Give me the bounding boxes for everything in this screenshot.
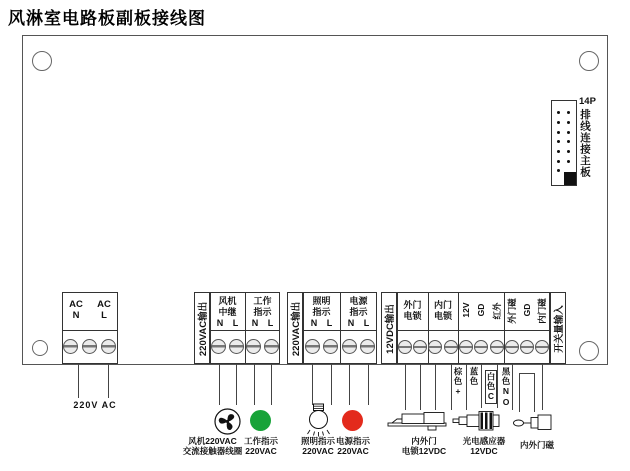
screw-terminal (63, 339, 78, 354)
label-switch-input: 开关量输入 (554, 305, 565, 353)
mounting-hole-bottom-left (32, 340, 48, 356)
screw-terminal (305, 339, 320, 354)
screw-terminal (444, 340, 458, 354)
bulb-icon (306, 403, 331, 437)
screw-terminal (474, 340, 488, 354)
legend-power-indicator: 电源指示 220VAC (335, 436, 370, 456)
lock-icon (388, 411, 448, 433)
pin-gd-1: GD (476, 303, 486, 317)
wire-color-blue: 蓝色 (469, 367, 479, 386)
legend-fan: 风机220VAC 交流接触器线圈 (182, 436, 243, 456)
run-indicator-label: 工作 指示 N L (251, 296, 274, 328)
screw-terminal (264, 339, 279, 354)
wire-color-brown: 棕色+ (453, 367, 463, 397)
screw-terminal (535, 340, 549, 354)
legend-work-indicator: 工作指示 220VAC (243, 436, 278, 456)
screw-terminal (505, 340, 519, 354)
mounting-hole-bottom-right (579, 341, 599, 361)
fan-icon (214, 408, 241, 435)
mounting-hole-top-left (32, 51, 52, 71)
label-220vac-out-1: 220VAC输出 (198, 301, 209, 357)
screw-terminal (490, 340, 504, 354)
connector-key-mark (564, 172, 576, 185)
screw-terminal (229, 339, 244, 354)
fan-relay-label: 风机 中继 N L (216, 296, 239, 328)
wire-color-white: 白色C (486, 372, 496, 402)
screw-terminal (413, 340, 427, 354)
label-12vdc-out: 12VDC输出 (385, 304, 396, 354)
wire-color-black: 黑色NO (501, 367, 511, 408)
gd-loop-wire (519, 373, 520, 412)
page-title: 风淋室电路板副板接线图 (8, 9, 206, 28)
wire (108, 364, 109, 398)
pin-infrared: 红外 (492, 302, 502, 320)
outer-door-lock-label: 外门 电锁 (403, 300, 422, 321)
mounting-hole-top-right (579, 51, 599, 71)
sensor-icon (453, 409, 503, 433)
label-220vac-out-2: 220VAC输出 (291, 301, 302, 357)
inner-door-lock-label: 内门 电锁 (433, 300, 452, 321)
screw-terminal (246, 339, 261, 354)
ac-n-label: AC N (69, 299, 83, 321)
red-indicator-lamp (342, 410, 363, 431)
door-magnet-icon (513, 412, 553, 431)
ac-l-label: AC L (97, 299, 111, 321)
pin-12v: 12V (461, 302, 471, 318)
legend-photo-sensor: 光电感应器 12VDC (462, 436, 506, 456)
screw-terminal (520, 340, 534, 354)
ac-source-label: 220V AC (73, 400, 117, 410)
wire (78, 364, 79, 398)
screw-terminal (323, 339, 338, 354)
screw-terminal (82, 339, 97, 354)
green-indicator-lamp (250, 410, 271, 431)
screw-terminal (428, 340, 442, 354)
screw-terminal (101, 339, 116, 354)
screw-terminal (459, 340, 473, 354)
legend-lighting-indicator: 照明指示 220VAC (300, 436, 335, 456)
lighting-indicator-label: 照明 指示 N L (310, 296, 333, 328)
legend-door-lock: 内外门 电锁12VDC (401, 436, 447, 456)
pin-inner-door-magnet: 内门磁 (537, 298, 547, 324)
screw-terminal (360, 339, 375, 354)
screw-terminal (398, 340, 412, 354)
legend-door-magnet: 内外门磁 (519, 440, 554, 450)
pin-gd-2: GD (522, 303, 532, 317)
pin-outer-door-magnet: 外门磁 (507, 298, 517, 324)
power-indicator-label: 电源 指示 N L (347, 296, 370, 328)
connector-label-14p: 14P (579, 96, 596, 107)
screw-terminal (211, 339, 226, 354)
connector-label-text: 排线连接主板 (579, 109, 591, 178)
gd-loop-wire (534, 373, 535, 412)
screw-terminal (342, 339, 357, 354)
